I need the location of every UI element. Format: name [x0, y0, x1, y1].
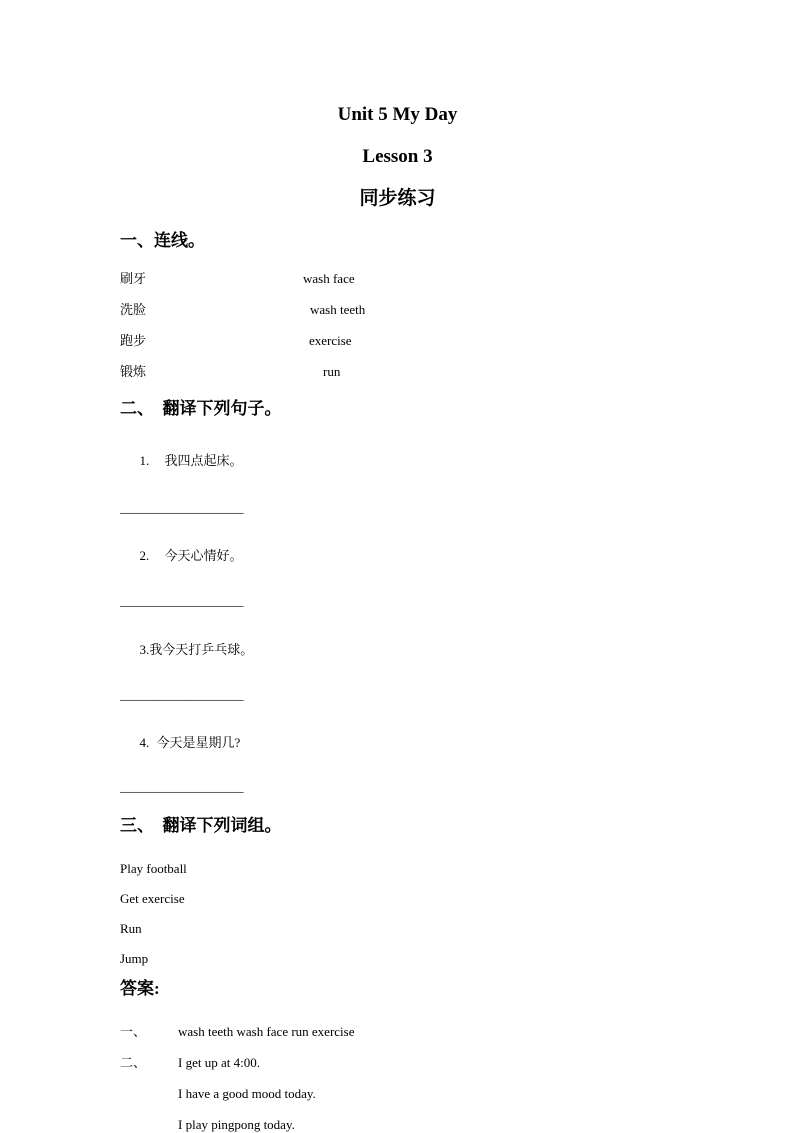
doc-title-line-1: Unit 5 My Day — [337, 104, 458, 125]
answer-row-label: 二、 — [120, 1055, 147, 1070]
phrase-item: Get exercise — [120, 891, 185, 906]
blank-answer-line: ___________________ — [120, 779, 244, 794]
match-en-word: wash face — [303, 271, 355, 286]
answer-row-text: I play pingpong today. — [178, 1117, 295, 1132]
question-text: 今天是星期几? — [156, 735, 241, 750]
answer-row-label — [120, 1086, 178, 1102]
question-text: 今天心情好。 — [164, 548, 243, 563]
answer-row-text: I have a good mood today. — [178, 1086, 316, 1101]
question-text: 我四点起床。 — [164, 453, 243, 468]
match-cn-word: 跑步 — [120, 333, 147, 348]
match-cn-word: 刷牙 — [120, 271, 147, 286]
question-item — [120, 437, 675, 485]
question-item — [120, 532, 675, 580]
match-cn-word: 洗脸 — [120, 302, 147, 317]
question-number: 4. — [139, 735, 150, 750]
doc-title-line-3: 同步练习 — [359, 188, 436, 209]
match-en-word: run — [323, 364, 341, 379]
match-cn-word: 锻炼 — [120, 364, 147, 379]
match-row — [120, 364, 675, 380]
blank-answer-line: ___________________ — [120, 687, 244, 702]
answer-row-label — [120, 1117, 178, 1133]
question-number: 1. — [139, 453, 150, 468]
match-en-word: exercise — [309, 333, 352, 348]
match-row — [120, 271, 675, 287]
match-row — [120, 333, 675, 349]
question-number: 3. — [139, 642, 150, 657]
answers-heading: 答案: — [120, 979, 160, 998]
section-2-heading: 二、 翻译下列句子。 — [120, 399, 282, 418]
phrase-item: Run — [120, 921, 142, 936]
question-text: 我今天打乒乓球。 — [149, 642, 254, 657]
answer-row — [120, 1055, 675, 1071]
phrase-item: Play football — [120, 861, 187, 876]
match-en-word: wash teeth — [310, 302, 366, 317]
doc-title-line-2: Lesson 3 — [362, 146, 433, 167]
answer-row — [120, 1024, 675, 1040]
blank-answer-line: ___________________ — [120, 500, 244, 515]
section-1-heading: 一、连线。 — [120, 231, 205, 250]
answer-row-label: 一、 — [120, 1024, 147, 1039]
blank-answer-line: ___________________ — [120, 593, 244, 608]
question-item — [120, 719, 675, 767]
answer-row — [120, 1086, 675, 1102]
match-row — [120, 302, 675, 318]
section-3-heading: 三、 翻译下列词组。 — [120, 816, 282, 835]
phrase-item: Jump — [120, 951, 149, 966]
answer-row — [120, 1117, 675, 1133]
question-number: 2. — [139, 548, 150, 563]
answer-row-text: wash teeth wash face run exercise — [178, 1024, 355, 1039]
answer-row-text: I get up at 4:00. — [178, 1055, 260, 1070]
question-item — [120, 626, 675, 674]
